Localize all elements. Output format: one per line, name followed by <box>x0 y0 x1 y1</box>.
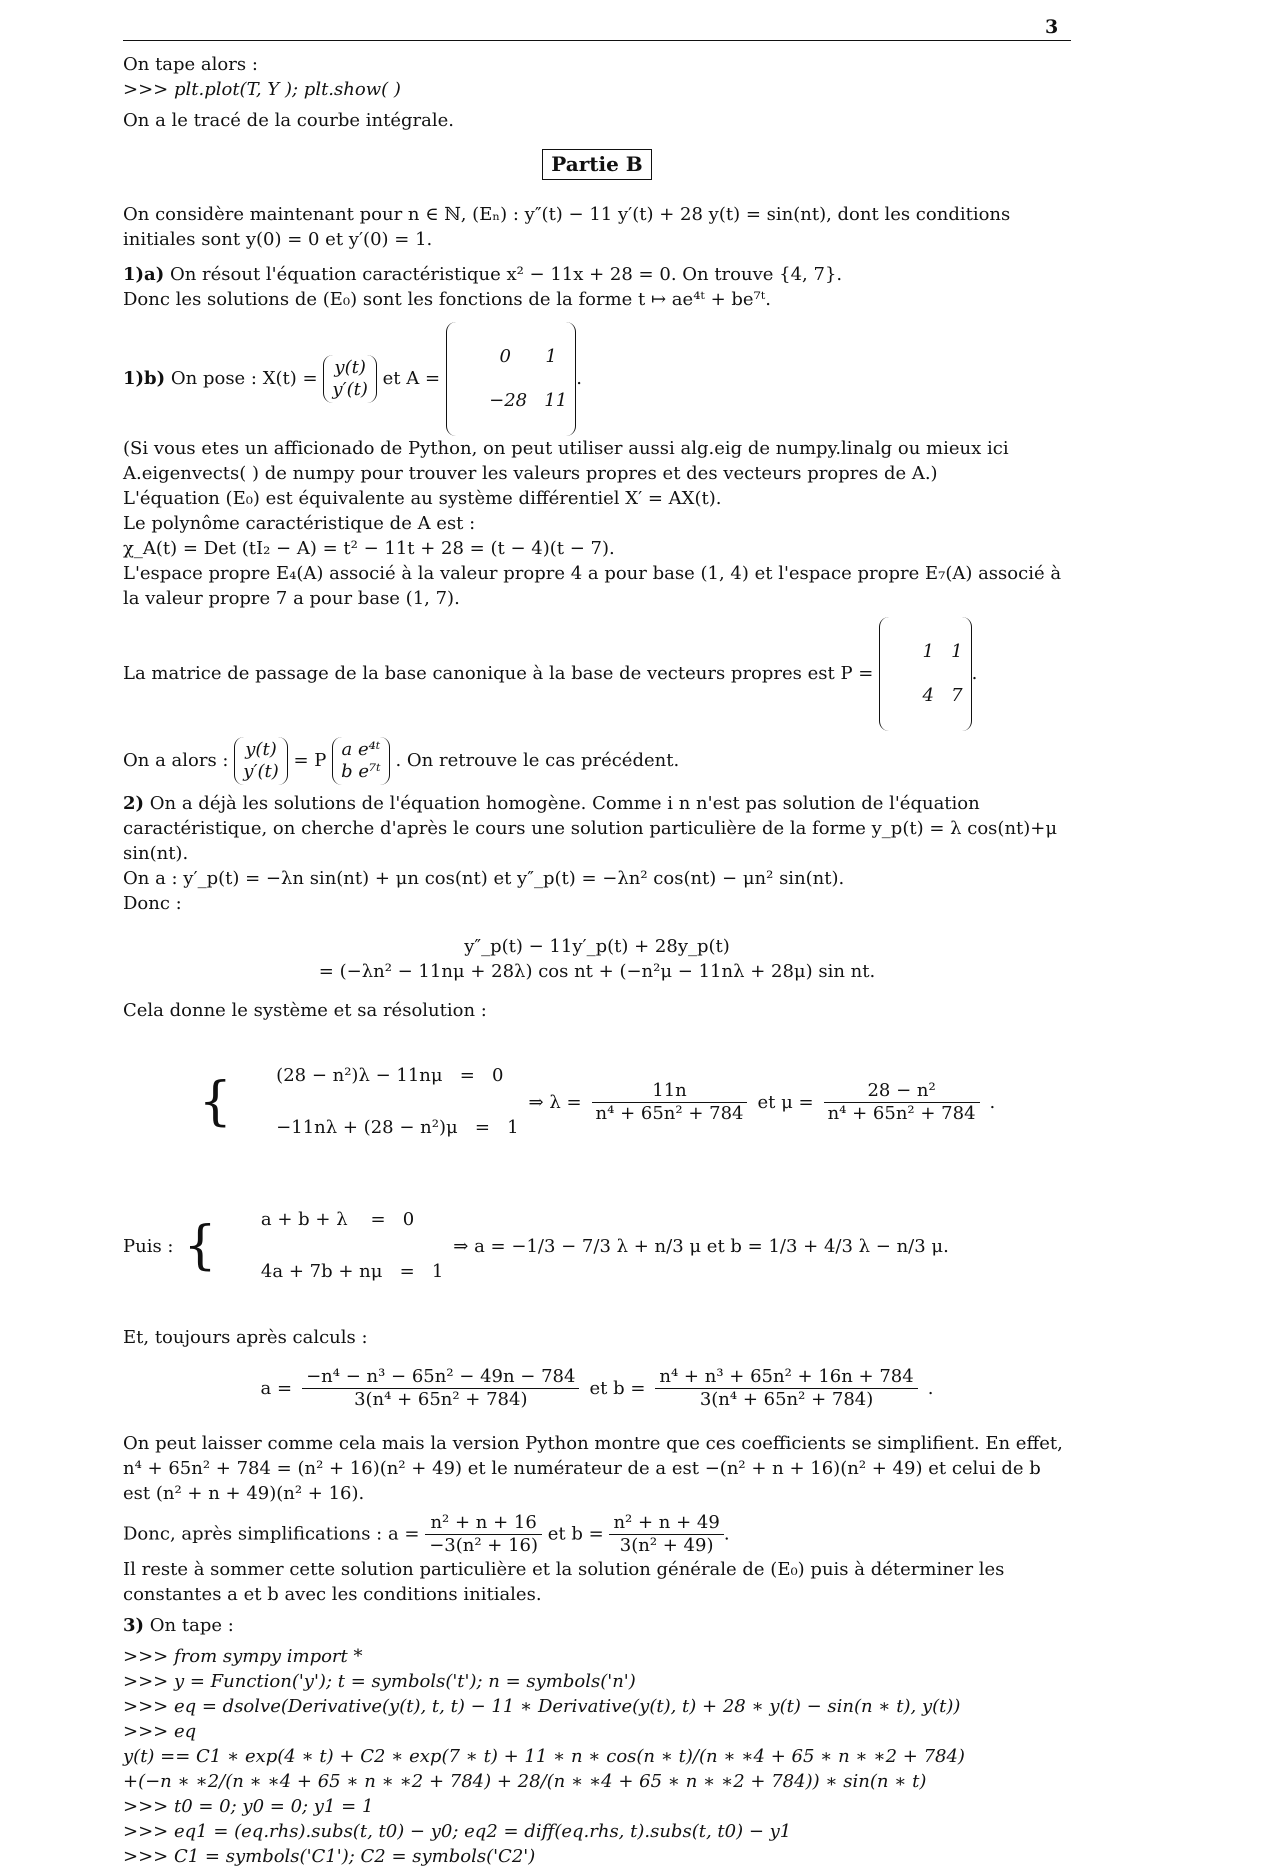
code-line: >>> eq <box>123 1721 197 1742</box>
a-fraction <box>302 1366 579 1411</box>
code-line: >>> eq1 = (eq.rhs).subs(t, t0) − y0; eq2 = diff(eq.rhs, t).subs(t, t0) − y1 <box>123 1821 792 1842</box>
q1b-label: 1)b) <box>123 368 166 389</box>
intro-line-1: On tape alors : <box>123 54 258 75</box>
q2-paragraph <box>123 791 1071 866</box>
page-content <box>123 52 1071 1869</box>
mu-denominator: n⁴ + 65n² + 784 <box>827 1102 976 1124</box>
a-numerator: −n⁴ − n³ − 65n² − 49n − 784 <box>302 1366 579 1389</box>
system-1-brace: { <box>198 1072 232 1132</box>
q1b-equivalence: L'équation (E₀) est équivalente au système différentiel X′ = AX(t). <box>123 488 722 509</box>
b-numerator: n⁴ + n³ + 65n² + 16n + 784 <box>655 1366 917 1389</box>
matrix-A-row-2: −28 11 <box>489 390 568 411</box>
q1b-retrouve: . On retrouve le cas précédent. <box>395 750 680 771</box>
simpl-a-denominator: −3(n² + 16) <box>429 1535 539 1556</box>
code-block <box>123 1644 1071 1869</box>
a-denominator: 3(n⁴ + 65n² + 784) <box>354 1389 528 1410</box>
q2-simplification-line: Donc, après simplifications : a = $\frac{\text{n² + n + 16}}{\text{−3(n² + 16)}}$ et b = $\frac{\text{n² + n + 49}}{\text{3(n² + 49)}}$ . <box>123 1512 730 1556</box>
system-2-puis: Puis : <box>123 1235 174 1257</box>
code-line: >>> from sympy import * <box>123 1646 363 1667</box>
page-number: 3 <box>1045 16 1059 38</box>
system-1: { (28 − n²)λ − 11nμ = 0 −11nλ + (28 − n²)μ = 1 ⇒ λ = $\frac{11n}{\text{n⁴ + 65n² + 784}}$ et μ = $\frac{\text{28 − n²}}{\text{n⁴ + 65n² + 784}}$ . <box>198 1065 996 1138</box>
q2-line-1: On a déjà les solutions de l'équation homogène. Comme i n n'est pas solution de l'équation caractéristique, on cherche d'après le cours une solution particulière de la forme y_p(t) = λ cos(nt)+μ sin(nt). <box>123 793 1058 864</box>
q2-line-3: Donc : <box>123 893 182 914</box>
ab-formulas: a = $\frac{\text{−n⁴ − n³ − 65n² − 49n − 784}}{\text{3(n⁴ + 65n² + 784)}}$ et b = $\frac{\text{n⁴ + n³ + 65n² + 16n + 784}}{\text{3(n⁴ + 65n² + 784)}}$ . <box>260 1366 934 1410</box>
vector-Y <box>234 737 288 785</box>
simpl-label: Donc, après simplifications : a = <box>123 1523 420 1545</box>
q1a-paragraph <box>123 262 1071 287</box>
system-1-line-1: (28 − n²)λ − 11nμ = 0 <box>276 1065 504 1086</box>
section-title: Partie B <box>542 149 651 180</box>
system-1-line-2: −11nλ + (28 − n²)μ = 1 <box>276 1117 519 1138</box>
code-line: >>> y = Function('y'); t = symbols('t'); n = symbols('n') <box>123 1671 636 1692</box>
code-line: >>> C1 = symbols('C1'); C2 = symbols('C2') <box>123 1846 536 1867</box>
intro-line-3: On a le tracé de la courbe intégrale. <box>123 110 455 131</box>
matrix-P-row-2: 4 7 <box>922 685 963 706</box>
code-line: +(−n ∗ ∗2/(n ∗ ∗4 + 65 ∗ n ∗ ∗2 + 784) + 28/(n ∗ ∗4 + 65 ∗ n ∗ ∗2 + 784)) ∗ sin(n ∗ t) <box>123 1771 927 1792</box>
q3-intro-text: On tape : <box>149 1615 234 1636</box>
q1b-eq-P: = P <box>293 750 327 771</box>
system-2 <box>123 1181 1071 1311</box>
code-line: >>> eq = dsolve(Derivative(y(t), t, t) − 11 ∗ Derivative(y(t), t) + 28 ∗ y(t) − sin(n ∗ t), y(t)) <box>123 1696 961 1717</box>
b-label: et b = <box>589 1378 646 1399</box>
consider-paragraph: On considère maintenant pour n ∈ ℕ, (Eₙ) : y″(t) − 11 y′(t) + 28 y(t) = sin(nt), dont les conditions initiales sont y(0) = 0 et y′(0) = 1. <box>123 204 1011 250</box>
system-2-line-1: a + b + λ = 0 <box>260 1209 415 1230</box>
q1b-chi-line: χ_A(t) = Det (tI₂ − A) = t² − 11t + 28 = (t − 4)(t − 7). <box>123 538 615 559</box>
vector-W-row-2: b e⁷ᵗ <box>341 761 381 782</box>
system-1-lambda-label: ⇒ λ = <box>528 1091 582 1113</box>
q1a-line-1: On résout l'équation caractéristique x² − 11x + 28 = 0. On trouve {4, 7}. <box>169 264 843 285</box>
mu-fraction <box>824 1080 980 1125</box>
vector-W <box>332 737 390 785</box>
system-1-et-mu: et μ = <box>757 1091 814 1113</box>
vector-Y-row-2: y′(t) <box>243 761 279 782</box>
q2-reste-paragraph: Il reste à sommer cette solution particulière et la solution générale de (E₀) puis à déterminer les constantes a et b avec les conditions initiales. <box>123 1559 1005 1605</box>
q2-laisser-paragraph: On peut laisser comme cela mais la version Python montre que ces coefficients se simplifient. En effet, n⁴ + 65n² + 784 = (n² + 16)(n² + 49) et le numérateur de a est −(n² + n + 16)(n² + 49) et celui de b est (n² + n + 49)(n² + 16). <box>123 1433 1063 1504</box>
header-rule <box>123 40 1071 41</box>
code-line: y(t) == C1 ∗ exp(4 ∗ t) + C2 ∗ exp(7 ∗ t) + 11 ∗ n ∗ cos(n ∗ t)/(n ∗ ∗4 + 65 ∗ n ∗ ∗2 + 784) <box>123 1746 965 1767</box>
q1b-python-note: (Si vous etes un afficionado de Python, on peut utiliser aussi alg.eig de numpy.linalg ou mieux ici A.eigenvects( ) de numpy pour trouver les valeurs propres et des vecteurs propres de A.) <box>123 438 1009 484</box>
vector-X <box>323 355 377 403</box>
q1b-passage-text: La matrice de passage de la base canonique à la base de vecteurs propres est P = <box>123 663 874 684</box>
q1b-pose-line: 1)b) On pose : X(t) = y(t) y′(t) et A = 0 1 −28 11 . <box>123 322 1071 436</box>
intro-code-line: >>> plt.plot(T, Y ); plt.show( ) <box>123 79 401 100</box>
q1b-et-text: et A = <box>382 368 441 389</box>
simpl-b-numerator: n² + n + 49 <box>609 1512 723 1535</box>
simpl-a-numerator: n² + n + 16 <box>425 1512 542 1535</box>
q1b-poly-intro: Le polynôme caractéristique de A est : <box>123 513 476 534</box>
q2-cela-line: Cela donne le système et sa résolution : <box>123 1000 487 1021</box>
b-denominator: 3(n⁴ + 65n² + 784) <box>699 1389 874 1410</box>
vector-X-row-1: y(t) <box>334 357 366 378</box>
q2-display-line-2: = (−λn² − 11nμ + 28λ) cos nt + (−n²μ − 11nλ + 28μ) sin nt. <box>318 961 876 982</box>
q1b-alors-text: On a alors : <box>123 750 229 771</box>
code-line: >>> t0 = 0; y0 = 0; y1 = 1 <box>123 1796 374 1817</box>
simpl-a-fraction <box>425 1512 542 1557</box>
q1b-pose-text: On pose : X(t) = <box>170 368 318 389</box>
q1b-passage-line: La matrice de passage de la base canonique à la base de vecteurs propres est P = 1 1 4 7 . <box>123 617 1071 731</box>
vector-X-row-2: y′(t) <box>332 379 368 400</box>
matrix-A <box>446 322 576 436</box>
q1b-eigenspaces: L'espace propre E₄(A) associé à la valeur propre 4 a pour base (1, 4) et l'espace propre E₇(A) associé à la valeur propre 7 a pour base (1, 7). <box>123 563 1062 609</box>
vector-W-row-1: a e⁴ᵗ <box>341 739 381 760</box>
a-label: a = <box>260 1378 293 1399</box>
q2-display-line-1: y″_p(t) − 11y′_p(t) + 28y_p(t) <box>464 936 730 957</box>
lambda-fraction <box>592 1080 748 1125</box>
matrix-P-row-1: 1 1 <box>922 641 963 662</box>
q1b-alors-line <box>123 737 1071 785</box>
b-fraction <box>655 1366 917 1411</box>
simpl-b-fraction <box>609 1512 723 1557</box>
matrix-P <box>879 617 971 731</box>
matrix-A-row-1: 0 1 <box>499 346 557 367</box>
q2-line-2: On a : y′_p(t) = −λn sin(nt) + μn cos(nt) et y″_p(t) = −λn² cos(nt) − μn² sin(nt). <box>123 868 845 889</box>
system-2-brace: { <box>183 1216 217 1276</box>
q2-label: 2) <box>123 793 145 814</box>
lambda-numerator: 11n <box>592 1080 748 1103</box>
mu-numerator: 28 − n² <box>824 1080 980 1103</box>
lambda-denominator: n⁴ + 65n² + 784 <box>595 1102 744 1124</box>
simpl-b-denominator: 3(n² + 49) <box>619 1535 714 1556</box>
vector-Y-row-1: y(t) <box>245 739 277 760</box>
system-2-line-2: 4a + 7b + nμ = 1 <box>260 1261 444 1282</box>
q2-toujours: Et, toujours après calculs : <box>123 1327 368 1348</box>
simpl-b-label: et b = <box>547 1523 604 1545</box>
q1a-line-2: Donc les solutions de (E₀) sont les fonctions de la forme t ↦ ae⁴ᵗ + be⁷ᵗ. <box>123 289 771 310</box>
q3-label: 3) <box>123 1615 145 1636</box>
system-2-solution: ⇒ a = −1/3 − 7/3 λ + n/3 μ et b = 1/3 + 4/3 λ − n/3 μ. <box>453 1235 949 1257</box>
q1a-label: 1)a) <box>123 264 165 285</box>
q3-intro <box>123 1613 1071 1638</box>
q2-display-equation <box>123 934 1071 984</box>
